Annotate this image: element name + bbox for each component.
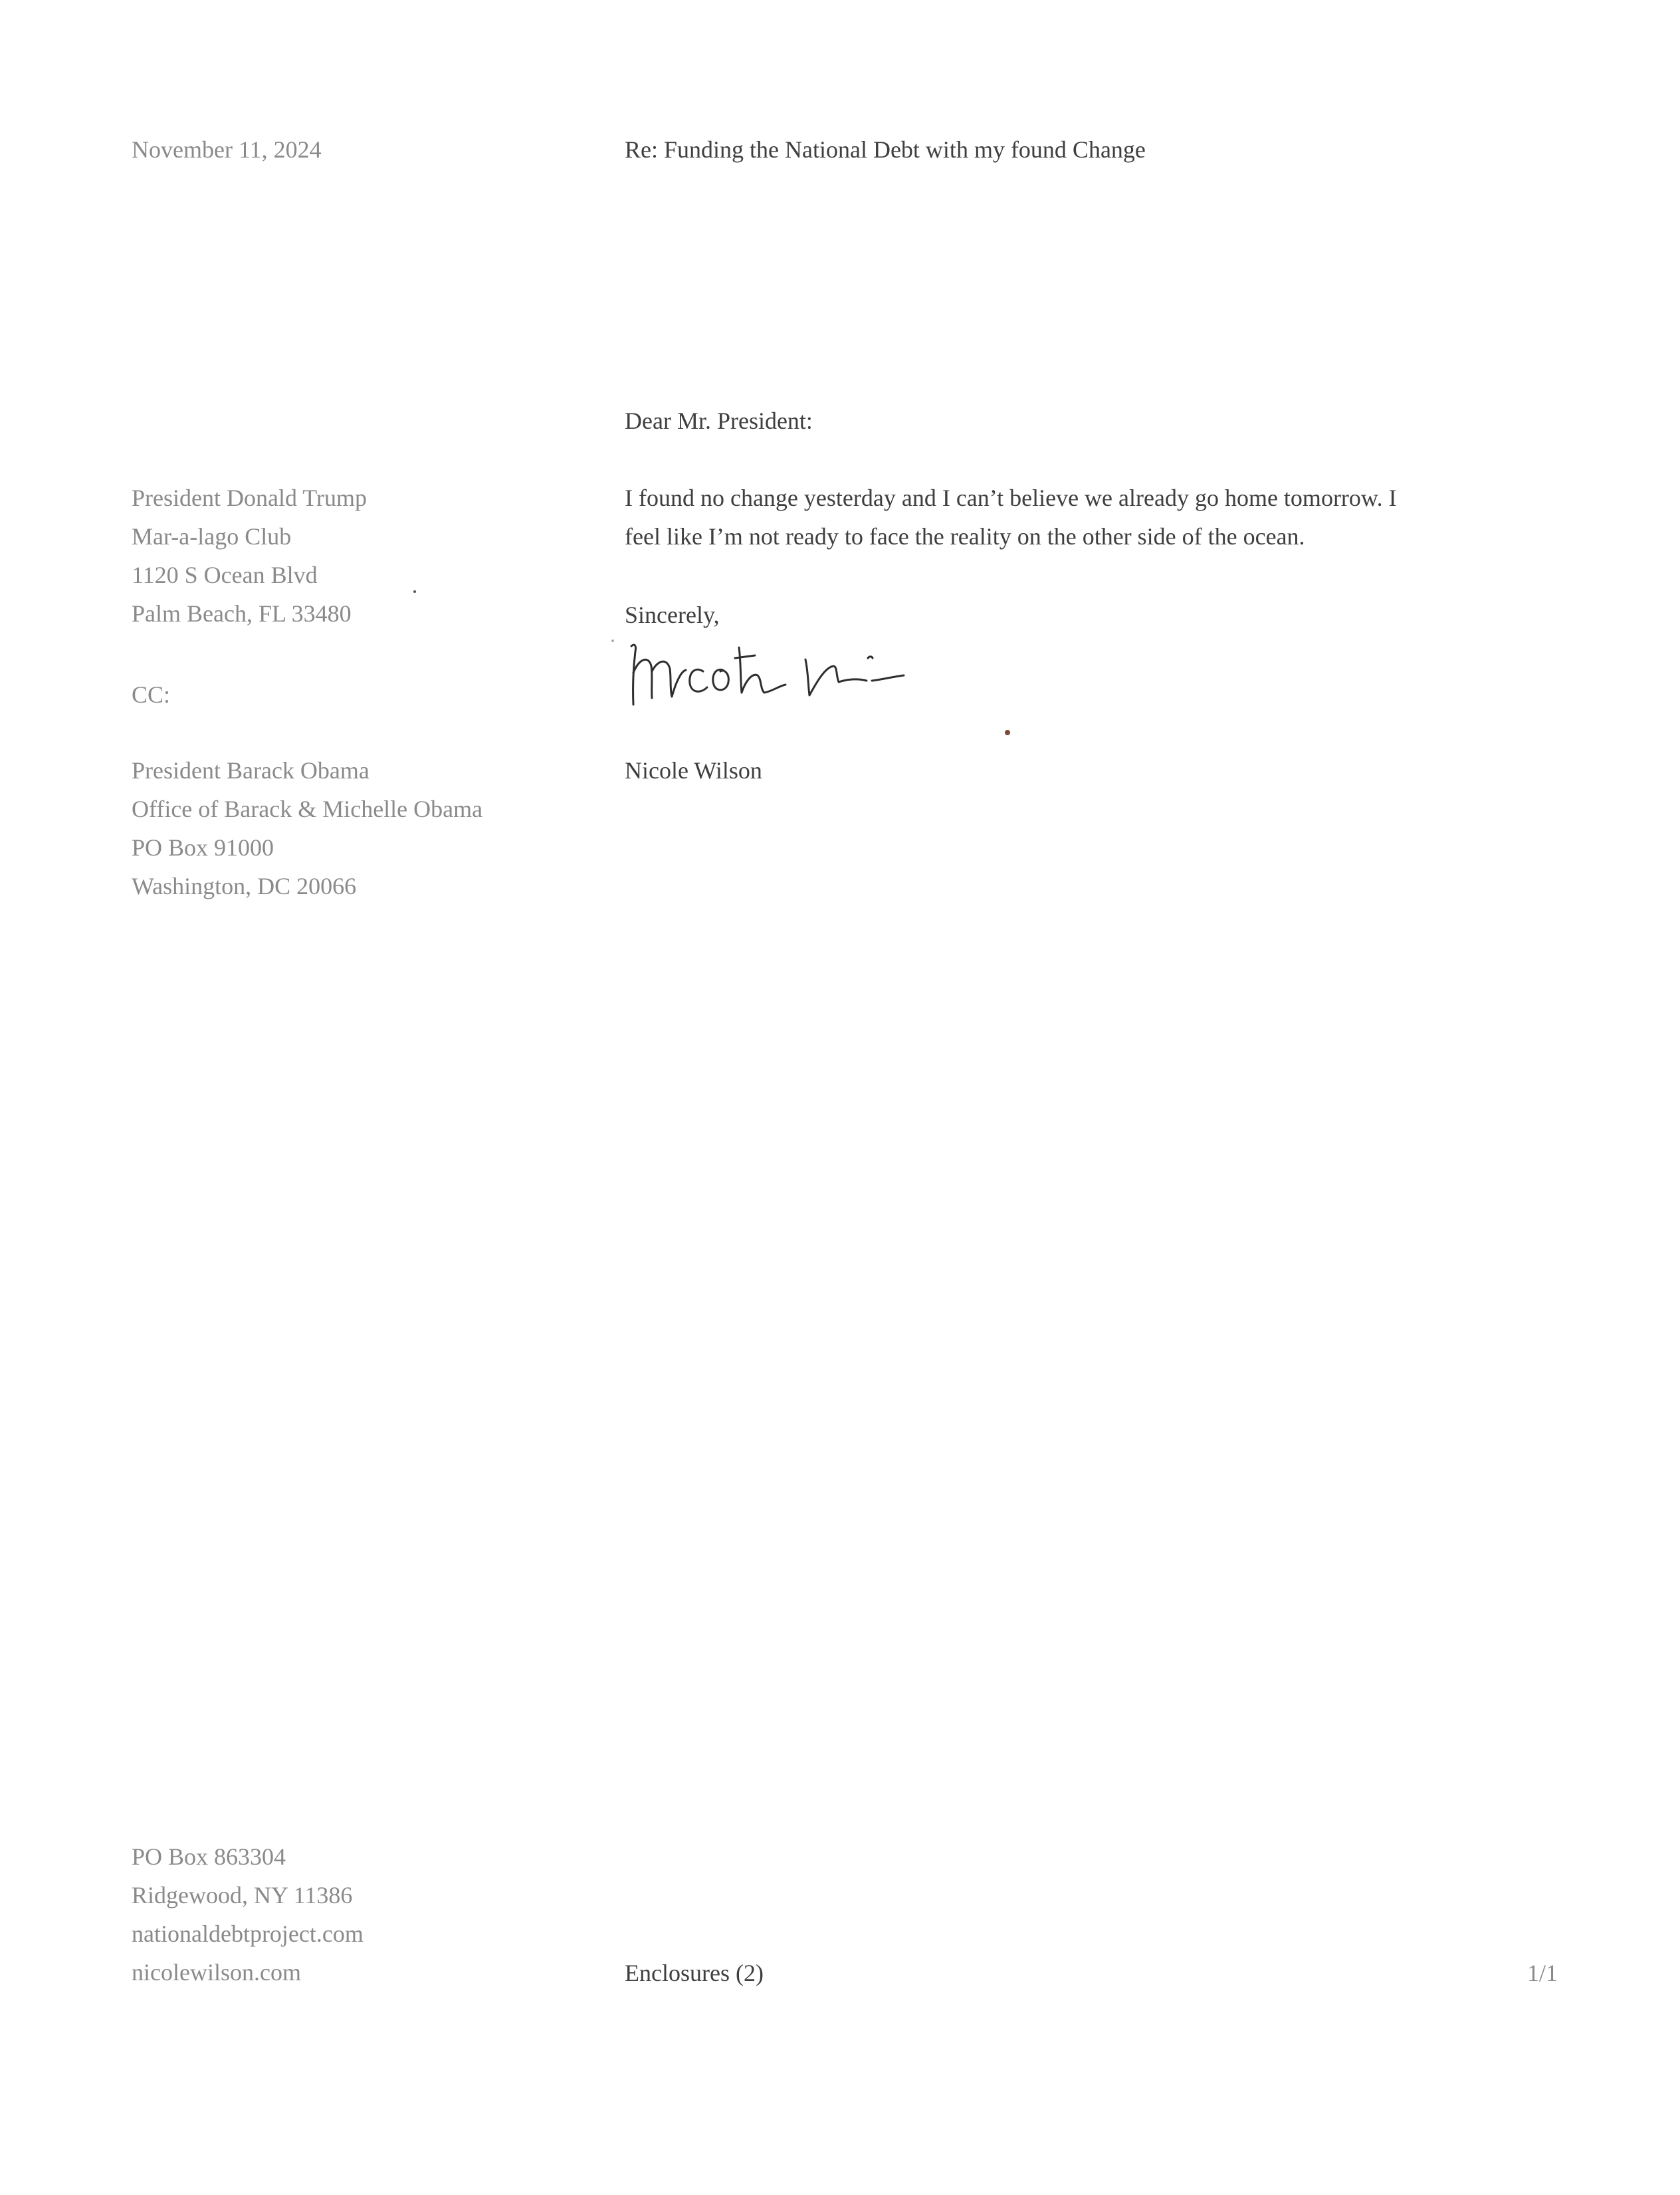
sender-website: nationaldebtproject.com: [132, 1920, 364, 1947]
handwritten-signature: [625, 632, 930, 725]
scan-speck: [413, 590, 416, 593]
sender-website: nicolewilson.com: [132, 1959, 301, 1986]
recipient-line: Palm Beach, FL 33480: [132, 600, 352, 627]
recipient-line: 1120 S Ocean Blvd: [132, 562, 318, 588]
signer-name: Nicole Wilson: [625, 757, 762, 784]
sender-address: [132, 1837, 364, 1992]
cc-label: CC:: [132, 681, 171, 708]
sender-line: PO Box 863304: [132, 1843, 286, 1870]
cc-recipient-line: Office of Barack & Michelle Obama: [132, 796, 483, 822]
scan-speck: [611, 639, 614, 642]
cc-recipient-line: PO Box 91000: [132, 834, 274, 861]
salutation: Dear Mr. President:: [625, 407, 813, 434]
page-number: 1/1: [1527, 1960, 1558, 1986]
body-line: feel like I’m not ready to face the reality on the other side of the ocean.: [625, 523, 1305, 550]
sender-line: Ridgewood, NY 11386: [132, 1882, 353, 1908]
letter-subject: Re: Funding the National Debt with my found Change: [625, 136, 1146, 163]
enclosures-note: Enclosures (2): [625, 1960, 764, 1986]
ink-speck: [1005, 730, 1010, 735]
cc-recipient-name: President Barack Obama: [132, 757, 369, 784]
cc-recipient-line: Washington, DC 20066: [132, 873, 357, 899]
recipient-name: President Donald Trump: [132, 485, 368, 511]
body-line: I found no change yesterday and I can’t believe we already go home tomorrow. I: [625, 485, 1397, 511]
cc-recipient-address: [132, 751, 482, 905]
letter-date: November 11, 2024: [132, 136, 322, 163]
closing: Sincerely,: [625, 602, 720, 628]
letter-body: [625, 479, 1397, 556]
recipient-line: Mar-a-lago Club: [132, 523, 292, 550]
recipient-address: [132, 479, 367, 633]
